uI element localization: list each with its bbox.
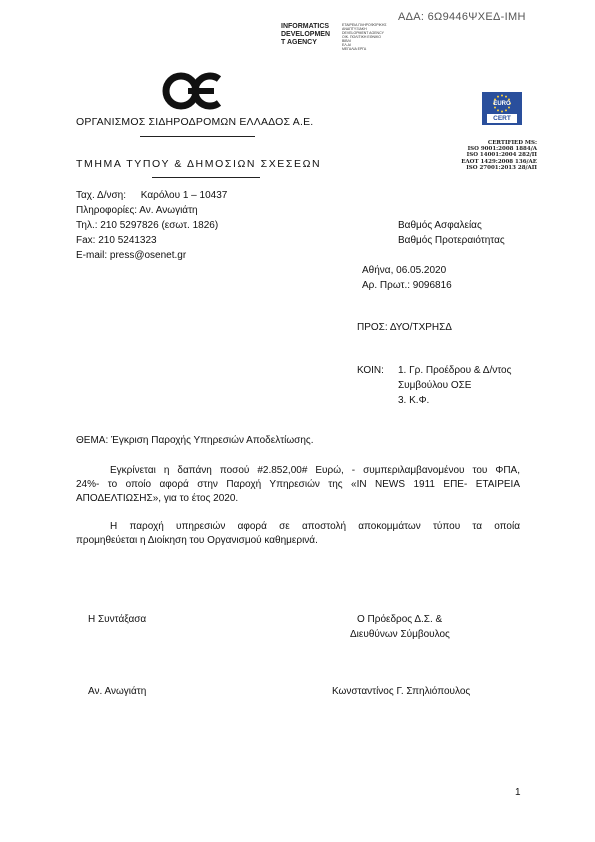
stamp-small-line: ΑΝΑΠΤΥΞΙΑΚΗ: [342, 27, 367, 31]
stamp-small-line: ΕΛ.ΑΙ: [342, 43, 351, 47]
cc-line: Συμβούλου ΟΣΕ: [398, 380, 472, 391]
info-line: Πληροφορίες: Αν. Ανωγιάτη: [76, 205, 198, 216]
protocol-number: Αρ. Πρωτ.: 9096816: [362, 280, 452, 291]
stamp-small-line: ΒΙΒΛΙ: [342, 39, 351, 43]
document-date: Αθήνα, 06.05.2020: [362, 265, 447, 276]
signatory-right-role: Ο Πρόεδρος Δ.Σ. &: [357, 614, 443, 625]
priority-level: Βαθμός Προτεραιότητας: [398, 235, 505, 246]
cc-label: ΚΟΙΝ:: [357, 365, 384, 376]
security-level: Βαθμός Ασφαλείας: [398, 220, 482, 231]
cert-line: CERTIFIED MS:: [487, 140, 537, 146]
signatory-right-name: Κωνσταντίνος Γ. Σπηλιόπουλος: [332, 686, 471, 697]
stamp-line-3: T AGENCY: [281, 39, 317, 46]
address-value: Καρόλου 1 – 10437: [140, 190, 228, 201]
paragraph-line: Εγκρίνεται η δαπάνη ποσού #2.852,00# Ευρώ, - συμπεριλαμβανομένου του ΦΠΑ,: [110, 465, 520, 476]
informatics-stamp: [281, 23, 330, 47]
stamp-small-text: [342, 23, 387, 51]
stamp-small-line: DEVELOPMENT AGENCY: [342, 31, 384, 35]
signatory-left-name: Αν. Ανωγιάτη: [88, 686, 147, 697]
recipient-to: ΠΡΟΣ: ΔΥΟ/ΤΧΡΗΣΔ: [357, 322, 452, 333]
stamp-small-line: ΟΙΚ. ΠΟΛΙΤΙΚΗ ΕΘΝΙΚΟ: [342, 35, 381, 39]
paragraph-line: Η παροχή υπηρεσιών αφορά σε αποστολή αποκομμάτων τύπου τα οποία: [110, 521, 520, 532]
stamp-small-line: ΜΕΓΑΛΙΑ ΕΡΓΑ: [342, 47, 367, 51]
divider: [152, 177, 260, 178]
ada-code: ΑΔΑ: 6Ω9446ΨΧΕΔ-ΙΜΗ: [398, 11, 526, 23]
email-line: E-mail: press@osenet.gr: [76, 250, 187, 261]
ose-logo: [162, 70, 222, 112]
cert-line: ΕΛΟΤ 1429:2008 136/ΑΕ: [461, 158, 537, 165]
paragraph-line: ΑΠΟΔΕΛΤΙΩΣΗΣ», για το έτος 2020.: [76, 493, 239, 504]
address-line: [76, 189, 227, 202]
stamp-line-1: INFORMATICS: [281, 23, 330, 30]
signatory-left-role: Η Συντάξασα: [88, 614, 147, 625]
cert-line: ISO 9001:2008 1884/Α: [467, 146, 537, 153]
body-paragraph-1: [76, 464, 520, 506]
page-number: 1: [515, 787, 521, 798]
euro-cert-badge: [482, 92, 522, 125]
cc-line: 3. Κ.Φ.: [398, 395, 430, 406]
divider: [140, 136, 255, 137]
certifications: [455, 140, 537, 171]
stamp-line-2: DEVELOPMEN: [281, 31, 331, 38]
organization-name: ΟΡΓΑΝΙΣΜΟΣ ΣΙΔΗΡΟΔΡΟΜΩΝ ΕΛΛΑΔΟΣ Α.Ε.: [76, 116, 314, 128]
body-paragraph-2: [76, 520, 520, 548]
address-label: Ταχ. Δ/νση:: [76, 190, 127, 201]
cert-badge-top: EURO: [493, 101, 511, 107]
signatory-right-role-2: Διευθύνων Σύμβουλος: [350, 629, 450, 640]
cert-badge-bottom: CERT: [487, 114, 517, 123]
subject-line: ΘΕΜΑ: Έγκριση Παροχής Υπηρεσιών Αποδελτίωσης.: [76, 435, 314, 446]
department-name: ΤΜΗΜΑ ΤΥΠΟΥ & ΔΗΜΟΣΙΩΝ ΣΧΕΣΕΩΝ: [76, 158, 322, 170]
cc-line: 1. Γρ. Προέδρου & Δ/ντος: [398, 365, 512, 376]
stamp-small-line: ΕΤΑΙΡΕΙΑ ΠΛΗΡΟΦΟΡΙΚΗΣ: [342, 23, 387, 27]
cert-line: ISO 27001:2013 28/ΑΠ: [466, 164, 537, 171]
fax-line: Fax: 210 5241323: [76, 235, 157, 246]
paragraph-line: 24%- το οποίο αφορά στην Παροχή Υπηρεσιών της «IN NEWS 1911 ΕΠΕ- ΕΤΑΙΡΕΙΑ: [76, 479, 520, 490]
phone-line: Τηλ.: 210 5297826 (εσωτ. 1826): [76, 220, 219, 231]
paragraph-line: προμηθεύεται η Διοίκηση του Οργανισμού καθημερινά.: [76, 535, 318, 546]
cert-line: ISO 14001:2004 282/Π: [466, 152, 537, 159]
